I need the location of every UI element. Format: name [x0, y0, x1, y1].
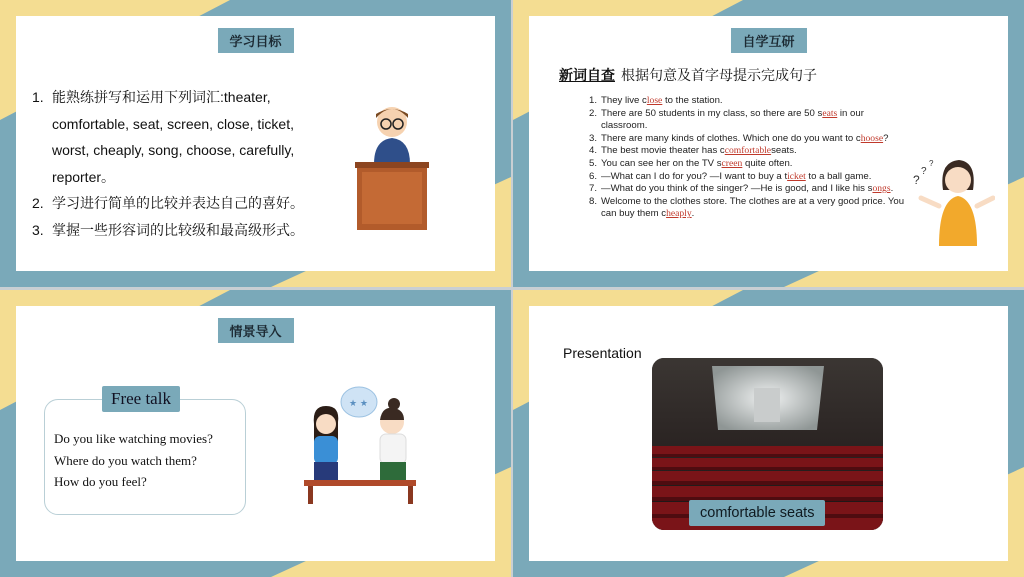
answer-blank: lose [646, 95, 663, 106]
sentence-item: 4. The best movie theater has ccomfortableseats. [589, 145, 797, 157]
goals-list [32, 84, 332, 243]
answer-blank: comfortable [724, 145, 772, 157]
girl-thinking-illustration [911, 154, 995, 250]
sentence-item: 8. Welcome to the clothes store. The clothes are at a very good price. You can buy them cheaply. [589, 195, 905, 220]
svg-text:?: ? [929, 159, 934, 168]
goal-item: 1. 能熟练拼写和运用下列词汇:theater, comfortable, seat, screen, close, ticket, worst, cheaply, song, choose, carefully, reporter。 [32, 89, 295, 185]
answer-blank: creen [721, 157, 743, 169]
svg-text:?: ? [921, 166, 927, 177]
sentence-list [589, 95, 909, 221]
question-list [54, 428, 213, 493]
slide-card [529, 16, 1008, 271]
slide-presentation[interactable] [513, 290, 1024, 577]
answer-blank: icket [787, 170, 806, 182]
answer-blank: ongs [872, 183, 891, 195]
cinema-caption: comfortable seats [689, 500, 825, 526]
svg-text:?: ? [913, 173, 920, 187]
free-talk-label: Free talk [102, 386, 180, 412]
slide-card [16, 16, 495, 271]
presentation-heading: Presentation [563, 345, 642, 361]
svg-text:★ ★: ★ ★ [349, 399, 368, 409]
slide-self-study[interactable] [513, 0, 1024, 287]
slide-title: 学习目标 [217, 28, 293, 53]
slide-situation-intro[interactable] [0, 290, 511, 577]
sentence-item: 6. —What can I do for you? —I want to buy a ticket to a ball game. [589, 170, 872, 182]
question-item: Where do you watch them? [54, 452, 197, 468]
slide-learning-goals[interactable] [0, 0, 511, 287]
sentence-item: 5. You can see her on the TV screen quite often. [589, 157, 793, 169]
answer-blank: heaply [666, 208, 692, 220]
question-item: Do you like watching movies? [54, 431, 213, 446]
kids-talking-illustration [296, 382, 426, 506]
sentence-item: 7. —What do you think of the singer? —He is good, and I like his songs. [589, 183, 894, 195]
goal-item: 2. 学习进行简单的比较并表达自己的喜好。 [32, 195, 304, 211]
sentence-item: 1. They live close to the station. [589, 95, 723, 106]
answer-blank: hoose [860, 132, 884, 144]
answer-blank: eats [822, 107, 838, 119]
sentence-item: 3. There are many kinds of clothes. Which one do you want to choose? [589, 132, 889, 144]
goal-item: 3. 掌握一些形容词的比较级和最高级形式。 [32, 221, 304, 238]
slide-title: 情景导入 [217, 318, 293, 343]
slide-title: 自学互研 [730, 28, 806, 53]
teacher-illustration [352, 102, 432, 234]
question-item: How do you feel? [54, 474, 147, 489]
exercise-heading: 新词自查 根据句意及首字母提示完成句子 [559, 67, 817, 83]
sentence-item: 2. There are 50 students in my class, so there are 50 seats in our classroom. [589, 107, 864, 132]
